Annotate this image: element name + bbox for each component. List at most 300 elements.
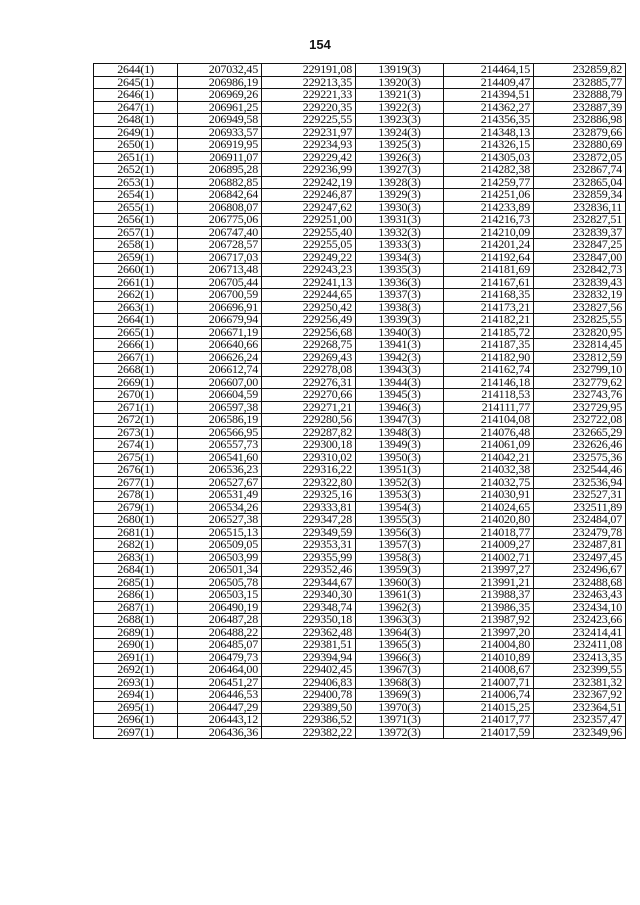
point-id-cell: 2692(1) (94, 664, 178, 677)
x-coordinate-cell: 206949,58 (178, 114, 262, 127)
table-row (94, 626, 626, 639)
y-coordinate-cell: 229300,18 (262, 439, 356, 452)
y-coordinate-cell: 229270,66 (262, 389, 356, 402)
y-coordinate-cell: 232722,08 (534, 414, 626, 427)
point-id-cell: 2655(1) (94, 201, 178, 214)
y-coordinate-cell: 229340,30 (262, 589, 356, 602)
y-coordinate-cell: 232842,73 (534, 264, 626, 277)
point-id-cell: 2660(1) (94, 264, 178, 277)
point-id-cell: 2693(1) (94, 676, 178, 689)
point-id-cell: 13972(3) (356, 726, 444, 739)
point-id-cell: 13949(3) (356, 439, 444, 452)
x-coordinate-cell: 214006,74 (444, 689, 534, 702)
table-row (94, 451, 626, 464)
table-row (94, 639, 626, 652)
y-coordinate-cell: 232496,67 (534, 564, 626, 577)
x-coordinate-cell: 214192,64 (444, 251, 534, 264)
y-coordinate-cell: 229322,80 (262, 476, 356, 489)
point-id-cell: 13946(3) (356, 401, 444, 414)
x-coordinate-cell: 206919,95 (178, 139, 262, 152)
x-coordinate-cell: 214173,21 (444, 301, 534, 314)
y-coordinate-cell: 232411,08 (534, 639, 626, 652)
y-coordinate-cell: 232885,77 (534, 76, 626, 89)
x-coordinate-cell: 214024,65 (444, 501, 534, 514)
x-coordinate-cell: 206536,23 (178, 464, 262, 477)
x-coordinate-cell: 206604,59 (178, 389, 262, 402)
x-coordinate-cell: 213987,92 (444, 614, 534, 627)
point-id-cell: 13922(3) (356, 101, 444, 114)
y-coordinate-cell: 229400,78 (262, 689, 356, 702)
table-row (94, 264, 626, 277)
table-row (94, 251, 626, 264)
point-id-cell: 2685(1) (94, 576, 178, 589)
x-coordinate-cell: 206557,73 (178, 439, 262, 452)
x-coordinate-cell: 214061,09 (444, 439, 534, 452)
table-row (94, 489, 626, 502)
y-coordinate-cell: 232367,92 (534, 689, 626, 702)
point-id-cell: 2652(1) (94, 164, 178, 177)
point-id-cell: 2663(1) (94, 301, 178, 314)
y-coordinate-cell: 229381,51 (262, 639, 356, 652)
point-id-cell: 13970(3) (356, 701, 444, 714)
y-coordinate-cell: 232888,79 (534, 89, 626, 102)
y-coordinate-cell: 232399,55 (534, 664, 626, 677)
point-id-cell: 2683(1) (94, 551, 178, 564)
y-coordinate-cell: 232859,82 (534, 64, 626, 77)
table-row (94, 151, 626, 164)
x-coordinate-cell: 206713,48 (178, 264, 262, 277)
x-coordinate-cell: 214394,51 (444, 89, 534, 102)
y-coordinate-cell: 229234,93 (262, 139, 356, 152)
y-coordinate-cell: 232497,45 (534, 551, 626, 564)
x-coordinate-cell: 206705,44 (178, 276, 262, 289)
point-id-cell: 13938(3) (356, 301, 444, 314)
point-id-cell: 2664(1) (94, 314, 178, 327)
point-id-cell: 13920(3) (356, 76, 444, 89)
point-id-cell: 13963(3) (356, 614, 444, 627)
y-coordinate-cell: 232729,95 (534, 401, 626, 414)
point-id-cell: 13924(3) (356, 126, 444, 139)
table-row (94, 201, 626, 214)
table-row (94, 214, 626, 227)
table-row (94, 564, 626, 577)
x-coordinate-cell: 206505,78 (178, 576, 262, 589)
table-row (94, 351, 626, 364)
y-coordinate-cell: 229316,22 (262, 464, 356, 477)
y-coordinate-cell: 232434,10 (534, 601, 626, 614)
y-coordinate-cell: 232867,74 (534, 164, 626, 177)
point-id-cell: 13953(3) (356, 489, 444, 502)
y-coordinate-cell: 232847,00 (534, 251, 626, 264)
x-coordinate-cell: 214010,89 (444, 651, 534, 664)
table-row (94, 376, 626, 389)
point-id-cell: 13934(3) (356, 251, 444, 264)
x-coordinate-cell: 214356,35 (444, 114, 534, 127)
x-coordinate-cell: 214305,03 (444, 151, 534, 164)
y-coordinate-cell: 232872,05 (534, 151, 626, 164)
x-coordinate-cell: 214118,53 (444, 389, 534, 402)
table-row (94, 614, 626, 627)
point-id-cell: 2694(1) (94, 689, 178, 702)
point-id-cell: 2676(1) (94, 464, 178, 477)
x-coordinate-cell: 206612,74 (178, 364, 262, 377)
table-row (94, 414, 626, 427)
y-coordinate-cell: 229394,94 (262, 651, 356, 664)
y-coordinate-cell: 232859,34 (534, 189, 626, 202)
point-id-cell: 13937(3) (356, 289, 444, 302)
point-id-cell: 2697(1) (94, 726, 178, 739)
x-coordinate-cell: 214464,15 (444, 64, 534, 77)
y-coordinate-cell: 229276,31 (262, 376, 356, 389)
point-id-cell: 2648(1) (94, 114, 178, 127)
x-coordinate-cell: 206503,99 (178, 551, 262, 564)
table-row (94, 301, 626, 314)
y-coordinate-cell: 229250,42 (262, 301, 356, 314)
y-coordinate-cell: 232381,32 (534, 676, 626, 689)
x-coordinate-cell: 206986,19 (178, 76, 262, 89)
x-coordinate-cell: 206436,36 (178, 726, 262, 739)
y-coordinate-cell: 229350,18 (262, 614, 356, 627)
x-coordinate-cell: 214233,89 (444, 201, 534, 214)
table-row (94, 689, 626, 702)
point-id-cell: 13945(3) (356, 389, 444, 402)
table-row (94, 514, 626, 527)
y-coordinate-cell: 229255,05 (262, 239, 356, 252)
y-coordinate-cell: 229213,35 (262, 76, 356, 89)
x-coordinate-cell: 206566,95 (178, 426, 262, 439)
table-row (94, 539, 626, 552)
x-coordinate-cell: 206640,66 (178, 339, 262, 352)
page-number: 154 (309, 37, 331, 52)
y-coordinate-cell: 232413,35 (534, 651, 626, 664)
x-coordinate-cell: 214362,27 (444, 101, 534, 114)
x-coordinate-cell: 214076,48 (444, 426, 534, 439)
x-coordinate-cell: 213991,21 (444, 576, 534, 589)
y-coordinate-cell: 232743,76 (534, 389, 626, 402)
y-coordinate-cell: 229344,67 (262, 576, 356, 589)
point-id-cell: 13966(3) (356, 651, 444, 664)
y-coordinate-cell: 232536,94 (534, 476, 626, 489)
point-id-cell: 2690(1) (94, 639, 178, 652)
x-coordinate-cell: 206911,07 (178, 151, 262, 164)
point-id-cell: 2653(1) (94, 176, 178, 189)
x-coordinate-cell: 214008,67 (444, 664, 534, 677)
x-coordinate-cell: 214020,80 (444, 514, 534, 527)
x-coordinate-cell: 206443,12 (178, 714, 262, 727)
point-id-cell: 2684(1) (94, 564, 178, 577)
y-coordinate-cell: 232527,31 (534, 489, 626, 502)
point-id-cell: 2647(1) (94, 101, 178, 114)
point-id-cell: 13948(3) (356, 426, 444, 439)
table-row (94, 551, 626, 564)
x-coordinate-cell: 206700,59 (178, 289, 262, 302)
x-coordinate-cell: 206503,15 (178, 589, 262, 602)
y-coordinate-cell: 229333,81 (262, 501, 356, 514)
x-coordinate-cell: 214168,35 (444, 289, 534, 302)
y-coordinate-cell: 229389,50 (262, 701, 356, 714)
y-coordinate-cell: 232799,10 (534, 364, 626, 377)
y-coordinate-cell: 232827,56 (534, 301, 626, 314)
point-id-cell: 13967(3) (356, 664, 444, 677)
table-row (94, 164, 626, 177)
table-row (94, 89, 626, 102)
point-id-cell: 13928(3) (356, 176, 444, 189)
y-coordinate-cell: 232357,47 (534, 714, 626, 727)
point-id-cell: 2679(1) (94, 501, 178, 514)
x-coordinate-cell: 214017,77 (444, 714, 534, 727)
table-row (94, 701, 626, 714)
x-coordinate-cell: 213986,35 (444, 601, 534, 614)
point-id-cell: 13964(3) (356, 626, 444, 639)
x-coordinate-cell: 214409,47 (444, 76, 534, 89)
x-coordinate-cell: 214104,08 (444, 414, 534, 427)
point-id-cell: 2669(1) (94, 376, 178, 389)
y-coordinate-cell: 232484,07 (534, 514, 626, 527)
point-id-cell: 13921(3) (356, 89, 444, 102)
point-id-cell: 13943(3) (356, 364, 444, 377)
x-coordinate-cell: 214009,27 (444, 539, 534, 552)
x-coordinate-cell: 206775,06 (178, 214, 262, 227)
point-id-cell: 13941(3) (356, 339, 444, 352)
table-row (94, 239, 626, 252)
table-row (94, 601, 626, 614)
point-id-cell: 2689(1) (94, 626, 178, 639)
table-row (94, 526, 626, 539)
x-coordinate-cell: 206882,85 (178, 176, 262, 189)
y-coordinate-cell: 229287,82 (262, 426, 356, 439)
point-id-cell: 2695(1) (94, 701, 178, 714)
y-coordinate-cell: 229382,22 (262, 726, 356, 739)
y-coordinate-cell: 229225,55 (262, 114, 356, 127)
point-id-cell: 2671(1) (94, 401, 178, 414)
x-coordinate-cell: 214216,73 (444, 214, 534, 227)
y-coordinate-cell: 229271,21 (262, 401, 356, 414)
point-id-cell: 13940(3) (356, 326, 444, 339)
table-row (94, 726, 626, 739)
x-coordinate-cell: 214182,90 (444, 351, 534, 364)
table-row (94, 364, 626, 377)
y-coordinate-cell: 232887,39 (534, 101, 626, 114)
point-id-cell: 13955(3) (356, 514, 444, 527)
point-id-cell: 13968(3) (356, 676, 444, 689)
x-coordinate-cell: 214004,80 (444, 639, 534, 652)
coordinates-table (93, 63, 626, 739)
point-id-cell: 2658(1) (94, 239, 178, 252)
point-id-cell: 13927(3) (356, 164, 444, 177)
point-id-cell: 2650(1) (94, 139, 178, 152)
y-coordinate-cell: 229242,19 (262, 176, 356, 189)
point-id-cell: 2677(1) (94, 476, 178, 489)
point-id-cell: 2678(1) (94, 489, 178, 502)
x-coordinate-cell: 214201,24 (444, 239, 534, 252)
y-coordinate-cell: 229348,74 (262, 601, 356, 614)
x-coordinate-cell: 206490,19 (178, 601, 262, 614)
point-id-cell: 2649(1) (94, 126, 178, 139)
point-id-cell: 13956(3) (356, 526, 444, 539)
y-coordinate-cell: 229246,87 (262, 189, 356, 202)
x-coordinate-cell: 213997,27 (444, 564, 534, 577)
y-coordinate-cell: 229325,16 (262, 489, 356, 502)
table-row (94, 401, 626, 414)
y-coordinate-cell: 232463,43 (534, 589, 626, 602)
point-id-cell: 13965(3) (356, 639, 444, 652)
point-id-cell: 13951(3) (356, 464, 444, 477)
x-coordinate-cell: 214002,71 (444, 551, 534, 564)
point-id-cell: 13919(3) (356, 64, 444, 77)
y-coordinate-cell: 229269,43 (262, 351, 356, 364)
point-id-cell: 2688(1) (94, 614, 178, 627)
x-coordinate-cell: 214167,61 (444, 276, 534, 289)
point-id-cell: 13923(3) (356, 114, 444, 127)
x-coordinate-cell: 206969,26 (178, 89, 262, 102)
table-row (94, 426, 626, 439)
x-coordinate-cell: 206534,26 (178, 501, 262, 514)
point-id-cell: 13952(3) (356, 476, 444, 489)
point-id-cell: 2681(1) (94, 526, 178, 539)
point-id-cell: 13933(3) (356, 239, 444, 252)
x-coordinate-cell: 206933,57 (178, 126, 262, 139)
x-coordinate-cell: 206509,05 (178, 539, 262, 552)
y-coordinate-cell: 232349,96 (534, 726, 626, 739)
y-coordinate-cell: 229236,99 (262, 164, 356, 177)
y-coordinate-cell: 229402,45 (262, 664, 356, 677)
y-coordinate-cell: 232832,19 (534, 289, 626, 302)
point-id-cell: 13935(3) (356, 264, 444, 277)
x-coordinate-cell: 214326,15 (444, 139, 534, 152)
y-coordinate-cell: 229278,08 (262, 364, 356, 377)
y-coordinate-cell: 229191,08 (262, 64, 356, 77)
coordinates-table-body (94, 64, 626, 739)
y-coordinate-cell: 232779,62 (534, 376, 626, 389)
y-coordinate-cell: 232847,25 (534, 239, 626, 252)
point-id-cell: 2659(1) (94, 251, 178, 264)
y-coordinate-cell: 232827,51 (534, 214, 626, 227)
y-coordinate-cell: 232865,04 (534, 176, 626, 189)
x-coordinate-cell: 206586,19 (178, 414, 262, 427)
table-row (94, 314, 626, 327)
point-id-cell: 2656(1) (94, 214, 178, 227)
x-coordinate-cell: 214032,75 (444, 476, 534, 489)
y-coordinate-cell: 232879,66 (534, 126, 626, 139)
x-coordinate-cell: 214182,21 (444, 314, 534, 327)
x-coordinate-cell: 206696,91 (178, 301, 262, 314)
table-row (94, 276, 626, 289)
table-row (94, 126, 626, 139)
table-row (94, 339, 626, 352)
point-id-cell: 2670(1) (94, 389, 178, 402)
x-coordinate-cell: 214251,06 (444, 189, 534, 202)
x-coordinate-cell: 206527,38 (178, 514, 262, 527)
point-id-cell: 13925(3) (356, 139, 444, 152)
table-row (94, 226, 626, 239)
x-coordinate-cell: 206679,94 (178, 314, 262, 327)
table-row (94, 114, 626, 127)
point-id-cell: 13929(3) (356, 189, 444, 202)
y-coordinate-cell: 229268,75 (262, 339, 356, 352)
table-row (94, 176, 626, 189)
y-coordinate-cell: 229244,65 (262, 289, 356, 302)
y-coordinate-cell: 232665,29 (534, 426, 626, 439)
x-coordinate-cell: 214181,69 (444, 264, 534, 277)
y-coordinate-cell: 232414,41 (534, 626, 626, 639)
x-coordinate-cell: 206895,28 (178, 164, 262, 177)
x-coordinate-cell: 214018,77 (444, 526, 534, 539)
y-coordinate-cell: 232488,68 (534, 576, 626, 589)
x-coordinate-cell: 206607,00 (178, 376, 262, 389)
point-id-cell: 13958(3) (356, 551, 444, 564)
point-id-cell: 2672(1) (94, 414, 178, 427)
table-row (94, 676, 626, 689)
point-id-cell: 13930(3) (356, 201, 444, 214)
y-coordinate-cell: 232511,89 (534, 501, 626, 514)
table-row (94, 576, 626, 589)
y-coordinate-cell: 229229,42 (262, 151, 356, 164)
x-coordinate-cell: 206531,49 (178, 489, 262, 502)
y-coordinate-cell: 229256,49 (262, 314, 356, 327)
table-row (94, 589, 626, 602)
table-row (94, 439, 626, 452)
x-coordinate-cell: 214187,35 (444, 339, 534, 352)
table-row (94, 501, 626, 514)
x-coordinate-cell: 214015,25 (444, 701, 534, 714)
table-row (94, 476, 626, 489)
y-coordinate-cell: 232839,37 (534, 226, 626, 239)
y-coordinate-cell: 232820,95 (534, 326, 626, 339)
x-coordinate-cell: 206488,22 (178, 626, 262, 639)
y-coordinate-cell: 229220,35 (262, 101, 356, 114)
point-id-cell: 13932(3) (356, 226, 444, 239)
y-coordinate-cell: 229406,83 (262, 676, 356, 689)
x-coordinate-cell: 214017,59 (444, 726, 534, 739)
y-coordinate-cell: 229221,33 (262, 89, 356, 102)
y-coordinate-cell: 229352,46 (262, 564, 356, 577)
y-coordinate-cell: 229280,56 (262, 414, 356, 427)
y-coordinate-cell: 232487,81 (534, 539, 626, 552)
x-coordinate-cell: 206541,60 (178, 451, 262, 464)
x-coordinate-cell: 206485,07 (178, 639, 262, 652)
y-coordinate-cell: 229355,99 (262, 551, 356, 564)
x-coordinate-cell: 213988,37 (444, 589, 534, 602)
x-coordinate-cell: 214111,77 (444, 401, 534, 414)
x-coordinate-cell: 206842,64 (178, 189, 262, 202)
point-id-cell: 2682(1) (94, 539, 178, 552)
point-id-cell: 2651(1) (94, 151, 178, 164)
x-coordinate-cell: 213997,20 (444, 626, 534, 639)
x-coordinate-cell: 214030,91 (444, 489, 534, 502)
table-row (94, 139, 626, 152)
table-row (94, 101, 626, 114)
point-id-cell: 13957(3) (356, 539, 444, 552)
point-id-cell: 2645(1) (94, 76, 178, 89)
point-id-cell: 13969(3) (356, 689, 444, 702)
point-id-cell: 2668(1) (94, 364, 178, 377)
table-row (94, 76, 626, 89)
x-coordinate-cell: 214146,18 (444, 376, 534, 389)
y-coordinate-cell: 229349,59 (262, 526, 356, 539)
point-id-cell: 13959(3) (356, 564, 444, 577)
x-coordinate-cell: 214259,77 (444, 176, 534, 189)
table-row (94, 651, 626, 664)
point-id-cell: 2696(1) (94, 714, 178, 727)
y-coordinate-cell: 229310,02 (262, 451, 356, 464)
y-coordinate-cell: 229249,22 (262, 251, 356, 264)
table-row (94, 464, 626, 477)
y-coordinate-cell: 232839,43 (534, 276, 626, 289)
point-id-cell: 13926(3) (356, 151, 444, 164)
point-id-cell: 2654(1) (94, 189, 178, 202)
point-id-cell: 2691(1) (94, 651, 178, 664)
x-coordinate-cell: 214162,74 (444, 364, 534, 377)
